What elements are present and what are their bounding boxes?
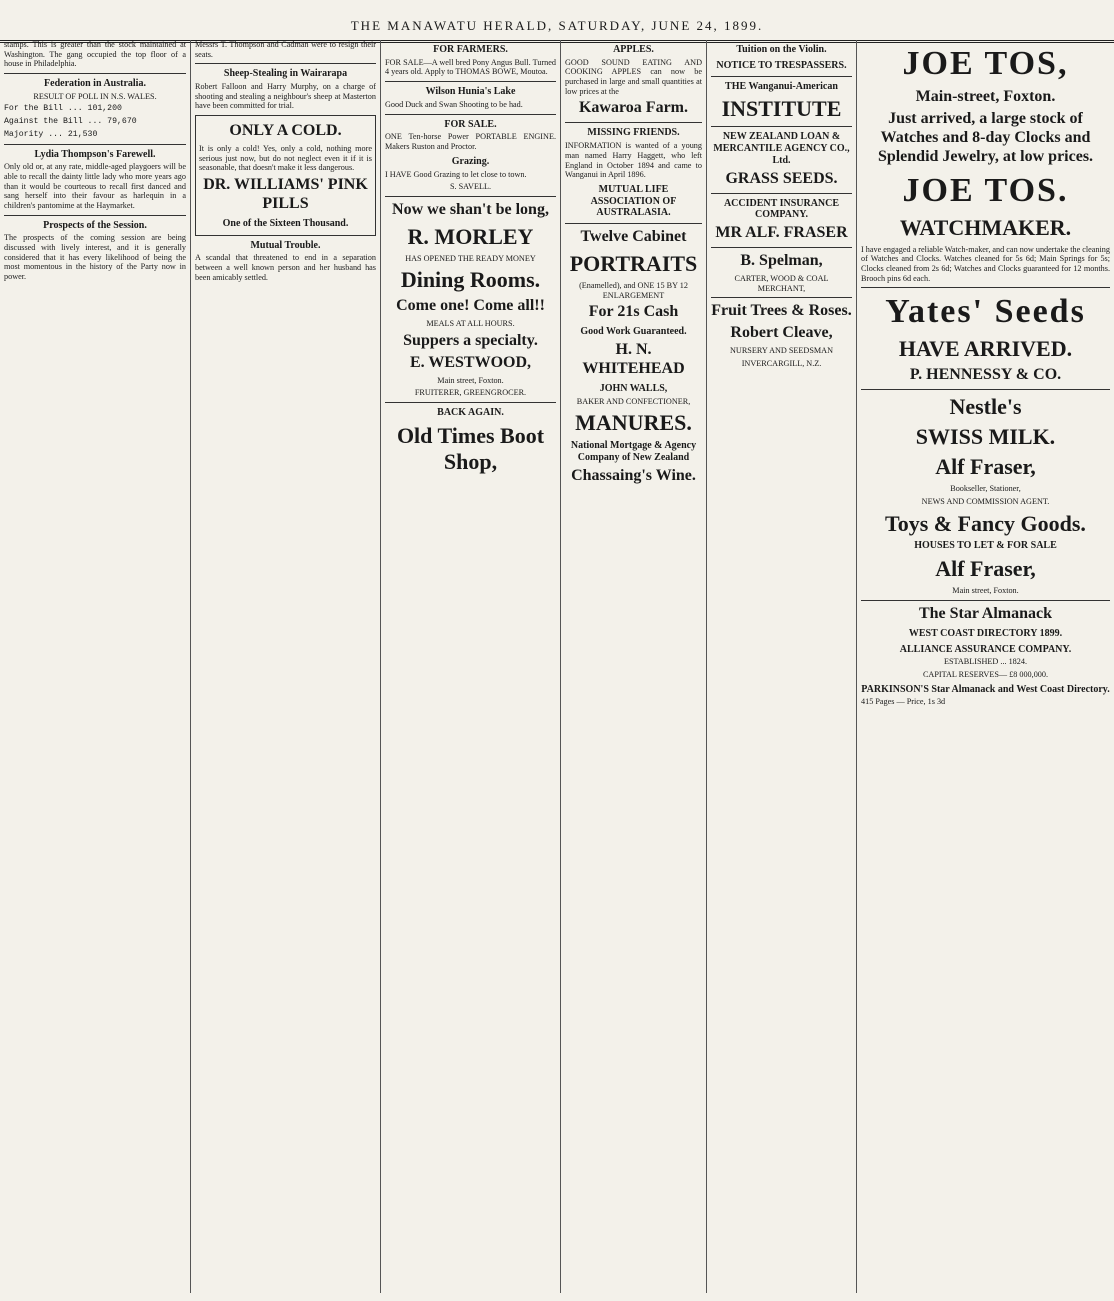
cold-heading: ONLY A COLD. bbox=[229, 122, 342, 140]
sheep-heading: Sheep-Stealing in Wairarapa bbox=[223, 68, 348, 80]
news-agent-text: NEWS AND COMMISSION AGENT. bbox=[921, 496, 1050, 506]
institute-heading: INSTITUTE bbox=[721, 96, 842, 122]
engine-text: ONE Ten-horse Power PORTABLE ENGINE. Makers Ruston and Proctor. bbox=[385, 132, 556, 152]
apples-text: GOOD SOUND EATING AND COOKING APPLES can now be purchased in large and small quantities at low prices at the bbox=[565, 57, 702, 96]
missing-text: INFORMATION is wanted of a young man named Harry Haggett, who left England in October 1894 and came to Wanganui in April 1896. bbox=[565, 141, 702, 180]
federation-heading: Federation in Australia. bbox=[44, 78, 146, 90]
pages-count: 415 Pages bbox=[861, 697, 895, 707]
sale-heading: FOR SALE. bbox=[444, 118, 497, 130]
morley-name: R. MORLEY bbox=[407, 223, 534, 249]
mutual-text: A scandal that threatened to end in a separation between a well known person and her husband has been amicably settled. bbox=[195, 253, 376, 282]
missing-heading: MISSING FRIENDS. bbox=[587, 127, 680, 139]
directory-heading: WEST COAST DIRECTORY 1899. bbox=[908, 627, 1063, 639]
wanganui-heading: THE Wanganui-American bbox=[725, 80, 838, 92]
price-text: For 21s Cash bbox=[588, 303, 679, 321]
suppers-text: Suppers a specialty. bbox=[403, 331, 538, 349]
agency-heading: National Mortgage & Agency Company of New Zealand bbox=[570, 440, 697, 464]
poll-result: RESULT OF POLL IN N.S. WALES. bbox=[33, 91, 157, 101]
cold-text: It is only a cold! Yes, only a cold, nothing more serious just now, but do not neglect even it if it is seasonable, that doesn't make it less dangerous. bbox=[199, 144, 372, 173]
prospects-text: The prospects of the coming session are being discussed with lively interest, and it is generally considered that it has every likelihood of being the most momentous in the history of the Party now in power. bbox=[4, 233, 186, 282]
column-5 bbox=[706, 40, 856, 1293]
back-heading: BACK AGAIN. bbox=[437, 406, 504, 418]
swiss-milk: SWISS MILK. bbox=[915, 424, 1056, 450]
column-2 bbox=[190, 40, 380, 1293]
prospects-heading: Prospects of the Session. bbox=[43, 219, 147, 231]
sheep-text: Robert Falloon and Harry Murphy, on a charge of shooting and stealing a neighbour's sheep at Masterton have been committed for trial. bbox=[195, 82, 376, 111]
farmers-heading: FOR FARMERS. bbox=[433, 44, 508, 55]
mutual-life-heading: MUTUAL LIFE ASSOCIATION OF AUSTRALASIA. bbox=[590, 183, 677, 219]
star-almanack: The Star Almanack bbox=[918, 604, 1053, 622]
walls-name: JOHN WALLS, bbox=[599, 382, 668, 394]
almanack-price: Price, 1s 3d bbox=[906, 697, 946, 707]
have-arrived: HAVE ARRIVED. bbox=[898, 336, 1073, 362]
column-1 bbox=[0, 40, 190, 1293]
hennessy-name: P. HENNESSY & CO. bbox=[909, 366, 1062, 384]
grazing-text: I HAVE Good Grazing to let close to town. bbox=[385, 169, 527, 179]
fruit-trees-heading: Fruit Trees & Roses. bbox=[711, 302, 852, 320]
column-3 bbox=[380, 40, 560, 1293]
column-6 bbox=[856, 40, 1114, 1293]
manures-heading: MANURES. bbox=[575, 410, 692, 436]
intro-text: stamps. This is greater than the stock maintained at Washington. The gang occupied the top floor of a house in Philadelphia. bbox=[4, 40, 186, 69]
whitehead-name: H. N. WHITEHEAD bbox=[582, 341, 685, 377]
established-text: ESTABLISHED ... 1824. bbox=[943, 657, 1028, 667]
alf-address: Main street, Foxton. bbox=[952, 586, 1019, 596]
come-text: Come one! Come all!! bbox=[396, 297, 545, 315]
watchmaker-text: I have engaged a reliable Watch-maker, and can now undertake the cleaning of Watches and Clocks. Watches cleaned for 5s 6d; Main Springs for 5s; Clocks cleaned from 2s 6d; Watches and Clocks guaranteed for 12 months. Brooch pins 6d each. bbox=[861, 244, 1110, 283]
mutual-heading: Mutual Trouble. bbox=[250, 239, 321, 251]
column-4 bbox=[560, 40, 706, 1293]
houses-heading: HOUSES TO LET & FOR SALE bbox=[914, 540, 1057, 552]
grazing-heading: Grazing. bbox=[451, 155, 490, 167]
cabinet-heading: Twelve Cabinet bbox=[580, 228, 687, 246]
alf-fraser-heading: Alf Fraser, bbox=[935, 454, 1036, 480]
sixteen-heading: One of the Sixteen Thousand. bbox=[222, 217, 349, 229]
now-heading: Now we shan't be long, bbox=[392, 200, 549, 218]
invercargill-text: INVERCARGILL, N.Z. bbox=[741, 358, 822, 368]
boot-shop: Old Times Boot Shop, bbox=[396, 422, 545, 474]
poll-against: Against the Bill ... 79,670 bbox=[4, 117, 137, 127]
enlargement-text: (Enamelled), and ONE 15 BY 12 ENLARGEMENT bbox=[579, 281, 688, 300]
farm-name: Kawaroa Farm. bbox=[578, 99, 688, 117]
violin-heading: Tuition on the Violin. bbox=[736, 44, 827, 55]
good-work: Good Work Guaranteed. bbox=[580, 326, 687, 338]
farmers-text: FOR SALE—A well bred Pony Angus Bull. Turned 4 years old. Apply to THOMAS BOWE, Moutoa. bbox=[385, 57, 556, 77]
accident-heading: ACCIDENT INSURANCE COMPANY. bbox=[723, 197, 840, 221]
arrived-text: Just arrived, a large stock of Watches and 8-day Clocks and Splendid Jewelry, at low prices. bbox=[877, 109, 1094, 165]
baker-text: BAKER AND CONFECTIONER, bbox=[576, 396, 691, 406]
lake-heading: Wilson Hunia's Lake bbox=[425, 86, 516, 98]
joe-tos-heading: JOE TOS, bbox=[902, 45, 1069, 82]
messrs-text: Messrs T. Thompson and Cadman were to resign their seats. bbox=[195, 40, 376, 59]
yates-heading: Yates' Seeds bbox=[885, 293, 1086, 331]
joe-tos-heading-2: JOE TOS. bbox=[902, 171, 1069, 209]
nursery-text: NURSERY AND SEEDSMAN bbox=[730, 346, 833, 356]
alf-fraser-heading-2: Alf Fraser, bbox=[935, 556, 1036, 582]
pills-heading: DR. WILLIAMS' PINK PILLS bbox=[203, 176, 368, 212]
spelman-name: B. Spelman, bbox=[740, 252, 823, 270]
savell-name: S. SAVELL. bbox=[449, 182, 492, 192]
fruiterer-text: FRUITERER, GREENGROCER. bbox=[414, 388, 527, 398]
alliance-heading: ALLIANCE ASSURANCE COMPANY. bbox=[899, 643, 1072, 655]
loan-heading: NEW ZEALAND LOAN & MERCANTILE AGENCY CO., Ltd. bbox=[713, 131, 850, 166]
fraser-name: MR ALF. FRASER bbox=[715, 224, 848, 242]
chassaing-heading: Chassaing's Wine. bbox=[571, 466, 696, 484]
lydia-heading: Lydia Thompson's Farewell. bbox=[34, 148, 156, 160]
apples-heading: APPLES. bbox=[613, 44, 654, 55]
carter-text: CARTER, WOOD & COAL MERCHANT, bbox=[734, 273, 829, 293]
capital-text: CAPITAL RESERVES— £8 000,000. bbox=[922, 670, 1049, 680]
toys-heading: Toys & Fancy Goods. bbox=[885, 510, 1086, 536]
cleave-name: Robert Cleave, bbox=[730, 324, 833, 342]
nestle-heading: Nestle's bbox=[949, 394, 1022, 420]
pages-text: 415 Pages — Price, 1s 3d bbox=[861, 697, 946, 707]
masthead bbox=[0, 0, 1114, 43]
parkinson-heading: PARKINSON'S Star Almanack and West Coast Directory. bbox=[861, 683, 1110, 695]
watchmaker-heading: WATCHMAKER. bbox=[899, 214, 1072, 240]
joe-tos-address: Main-street, Foxton. bbox=[915, 88, 1056, 106]
seeds-heading: GRASS SEEDS. bbox=[725, 169, 838, 187]
trespass-heading: NOTICE TO TRESPASSERS. bbox=[716, 59, 847, 71]
lydia-text: Only old or, at any rate, middle-aged playgoers will be able to recall the dainty little lady who more years ago than it would be courteous to recall first danced and sang herself into their favour as harlequin in a children's pantomime at the Haymarket. bbox=[4, 162, 186, 210]
westwood-name: E. WESTWOOD, bbox=[409, 353, 532, 371]
dining-heading: Dining Rooms. bbox=[400, 267, 541, 293]
opened-text: HAS OPENED THE READY MONEY bbox=[405, 253, 536, 263]
pink-pills-ad bbox=[195, 115, 376, 235]
meals-text: MEALS AT ALL HOURS. bbox=[426, 319, 515, 329]
poll-for: For the Bill ... 101,200 bbox=[4, 104, 122, 114]
masthead-title: THE MANAWATU HERALD, SATURDAY, JUNE 24, 1899. bbox=[350, 18, 764, 33]
westwood-address: Main street, Foxton. bbox=[437, 375, 504, 385]
lake-text: Good Duck and Swan Shooting to be had. bbox=[385, 99, 523, 109]
portraits-heading: PORTRAITS bbox=[569, 251, 698, 277]
bookseller-text: Bookseller, Stationer, bbox=[950, 484, 1021, 494]
poll-majority: Majority ... 21,530 bbox=[4, 129, 98, 139]
